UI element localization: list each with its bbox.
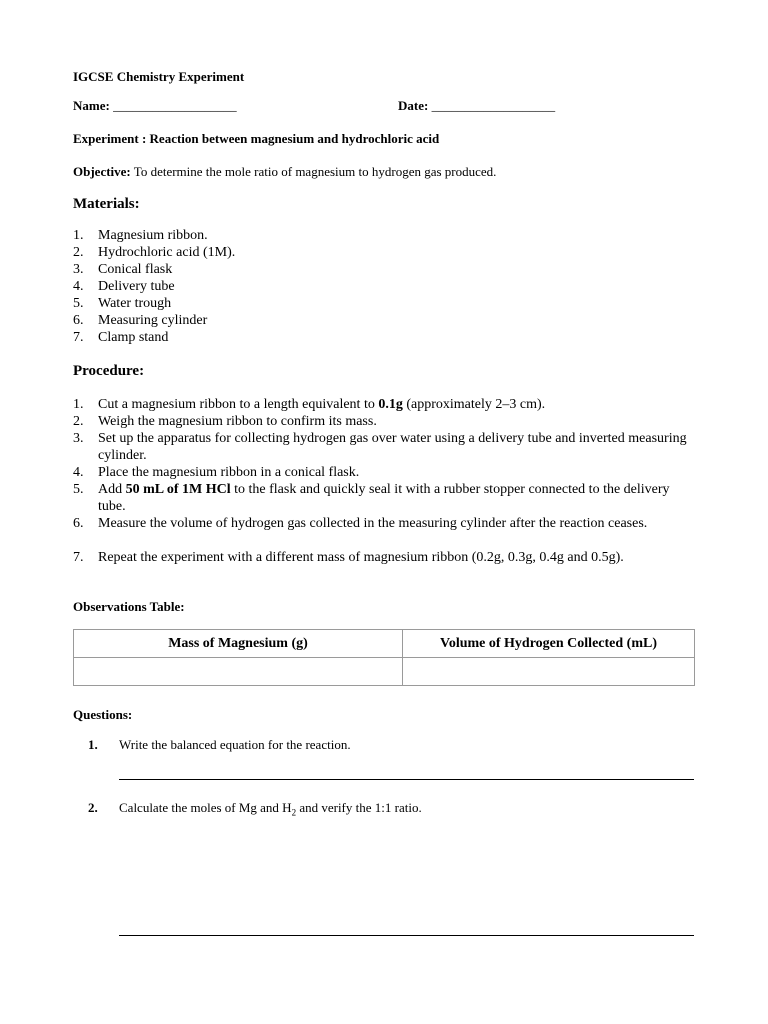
list-item: 4. Place the magnesium ribbon in a conical flask. xyxy=(73,465,360,480)
materials-heading: Materials: xyxy=(73,196,140,212)
materials-list xyxy=(73,227,698,346)
procedure-list xyxy=(73,396,698,566)
list-item: 1. Cut a magnesium ribbon to a length equivalent to 0.1g (approximately 2–3 cm). xyxy=(73,397,546,412)
list-item: 6. Measuring cylinder xyxy=(73,313,208,328)
questions-heading: Questions: xyxy=(73,707,133,722)
observations-table xyxy=(73,629,695,686)
name-blank: ___________________ xyxy=(113,98,237,113)
table-cell-volume[interactable] xyxy=(403,658,695,686)
list-item: 7. Repeat the experiment with a different mass of magnesium ribbon (0.2g, 0.3g, 0.4g and 0.5g). xyxy=(73,550,624,565)
name-label: Name: xyxy=(73,98,110,113)
date-label: Date: xyxy=(398,98,429,113)
date-blank: ___________________ xyxy=(431,98,556,113)
list-item: 2. Weigh the magnesium ribbon to confirm its mass. xyxy=(73,414,377,429)
column-header-mass: Mass of Magnesium (g) xyxy=(74,630,403,658)
table-row xyxy=(74,658,695,686)
name-field xyxy=(73,97,237,114)
list-item: 1. Magnesium ribbon. xyxy=(73,228,208,243)
worksheet-title: IGCSE Chemistry Experiment xyxy=(73,69,245,84)
list-item: 6. Measure the volume of hydrogen gas collected in the measuring cylinder after the reaction ceases. xyxy=(73,516,648,531)
question-number: 2. xyxy=(88,800,98,815)
table-header-row xyxy=(74,630,695,658)
experiment-title: Experiment : Reaction between magnesium and hydrochloric acid xyxy=(73,131,440,146)
objective xyxy=(73,163,496,180)
question-text: Write the balanced equation for the reaction. xyxy=(119,737,351,752)
objective-text: To determine the mole ratio of magnesium to hydrogen gas produced. xyxy=(130,164,497,179)
list-item: 5. Add 50 mL of 1M HCl to the flask and quickly seal it with a rubber stopper connected to the delivery tube. xyxy=(73,482,670,514)
question-text: Calculate the moles of Mg and $H_2$ and verify the 1:1 ratio. xyxy=(119,800,422,818)
list-item: 3. Conical flask xyxy=(73,262,173,277)
list-item: 2. Hydrochloric acid (1M). xyxy=(73,245,236,260)
procedure-heading: Procedure: xyxy=(73,363,145,379)
list-item: 3. Set up the apparatus for collecting hydrogen gas over water using a delivery tube and inverted measuring cylinder. xyxy=(73,431,687,463)
date-field xyxy=(398,97,555,114)
question-number: 1. xyxy=(88,737,98,752)
list-item: 5. Water trough xyxy=(73,296,172,311)
objective-label: Objective: xyxy=(73,164,131,179)
answer-line[interactable] xyxy=(119,935,694,936)
list-item: 4. Delivery tube xyxy=(73,279,175,294)
answer-line[interactable] xyxy=(119,779,694,780)
column-header-volume: Volume of Hydrogen Collected (mL) xyxy=(403,630,695,658)
observations-heading: Observations Table: xyxy=(73,599,185,614)
list-item: 7. Clamp stand xyxy=(73,330,169,345)
table-cell-mass[interactable] xyxy=(74,658,403,686)
